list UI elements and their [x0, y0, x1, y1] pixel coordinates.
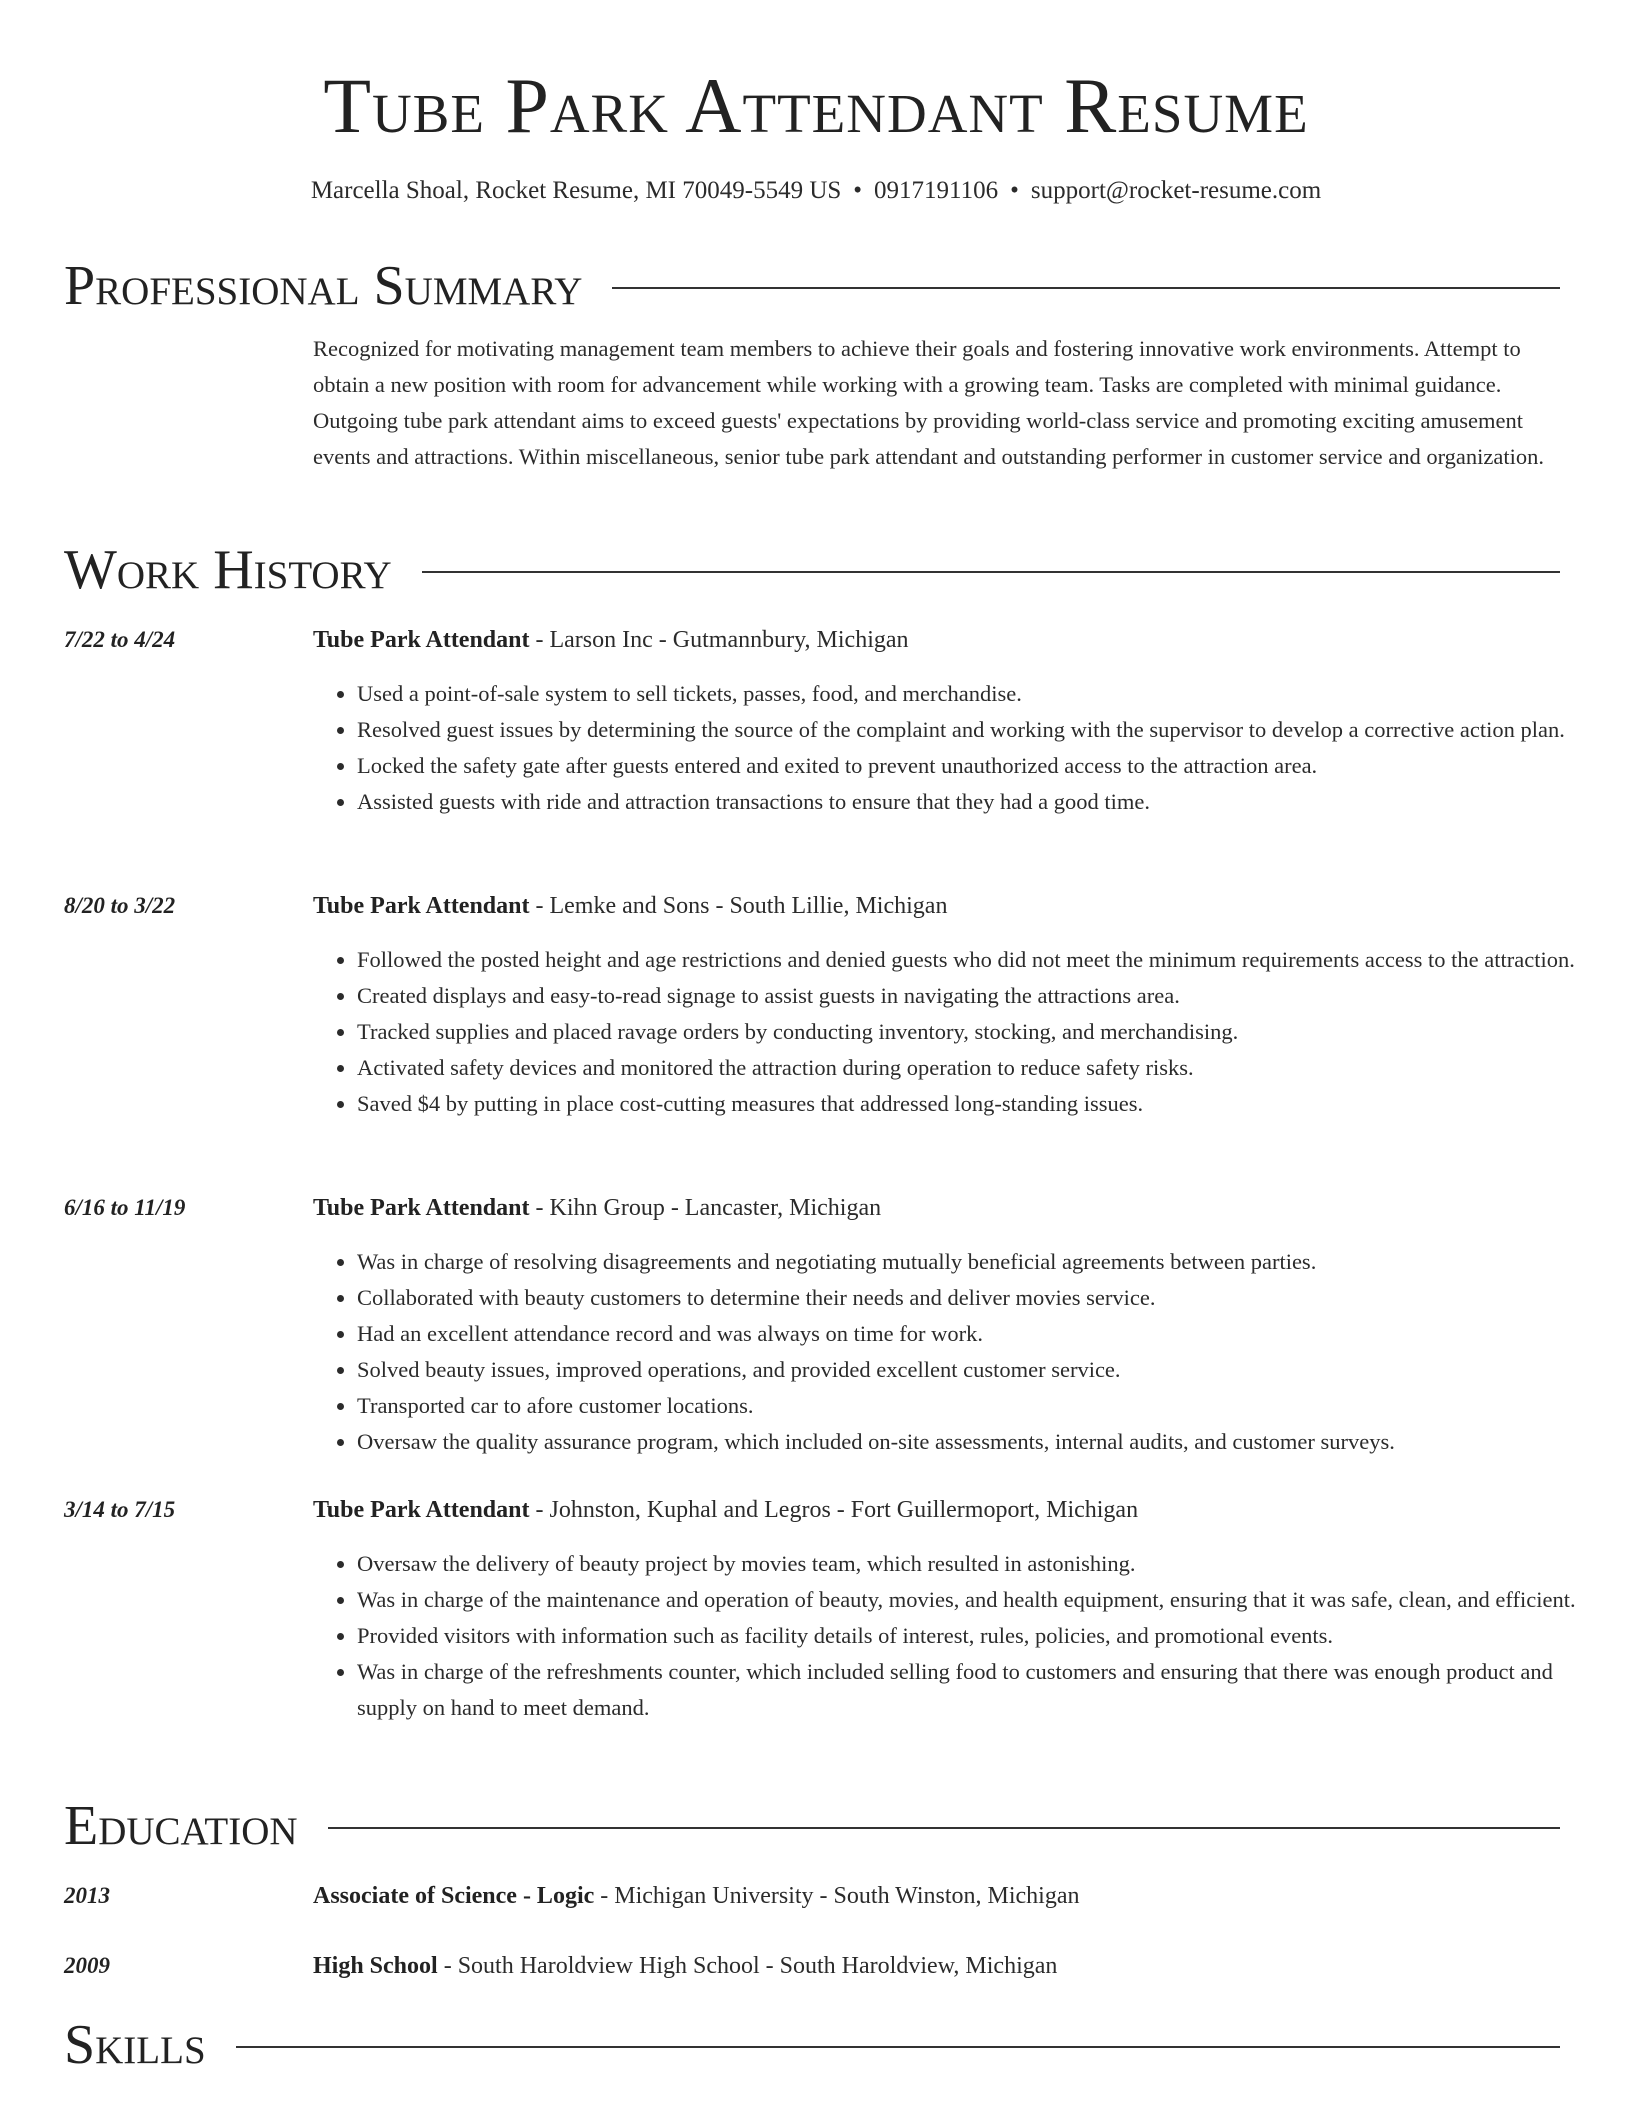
section-title-education: Education: [64, 1794, 328, 1858]
job-bullets: [313, 942, 1607, 1122]
job-title: Tube Park Attendant: [313, 1195, 530, 1221]
job-heading: [313, 1492, 1563, 1528]
job-bullet: • Oversaw the quality assurance program, which included on-site assessments, internal audits, and customer surveys.: [357, 1424, 1607, 1460]
education-section: [64, 1794, 1560, 1858]
contact-line: [0, 173, 1632, 209]
job-bullet: • Solved beauty issues, improved operations, and provided excellent customer service.: [357, 1352, 1607, 1388]
job-bullet: • Provided visitors with information such as facility details of interest, rules, policies, and promotional events.: [357, 1618, 1607, 1654]
skills-section: [64, 2013, 1560, 2077]
education-degree: High School: [313, 1953, 438, 1979]
section-divider: [64, 2046, 1560, 2048]
job-bullet: • Locked the safety gate after guests entered and exited to prevent unauthorized access to the attraction area.: [357, 748, 1607, 784]
job-bullets: [313, 1244, 1607, 1460]
job-dates: 7/22 to 4/24: [64, 627, 176, 652]
job-bullet: • Used a point-of-sale system to sell tickets, passes, food, and merchandise.: [357, 676, 1607, 712]
job-bullet: • Was in charge of the refreshments counter, which included selling food to customers and ensuring that there was enough product and supply on hand to meet demand.: [357, 1654, 1607, 1726]
job-dates: 3/14 to 7/15: [64, 1497, 176, 1522]
job-bullet: • Oversaw the delivery of beauty project by movies team, which resulted in astonishing.: [357, 1546, 1607, 1582]
job-bullet: • Was in charge of resolving disagreements and negotiating mutually beneficial agreements between parties.: [357, 1244, 1607, 1280]
job-dates: 8/20 to 3/22: [64, 893, 176, 918]
education-details: - Michigan University - South Winston, Michigan: [594, 1883, 1080, 1909]
education-degree: Associate of Science - Logic: [313, 1883, 595, 1909]
summary-text: Recognized for motivating management team members to achieve their goals and fostering innovative work environments. Attempt to obtain a new position with room for advancement while working with a growing team. Tasks are completed with minimal guidance. Outgoing tube park attendant aims to exceed guests' expectations by providing world-class service and promoting exciting amusement events and attractions. Within miscellaneous, senior tube park attendant and outstanding performer in customer service and organization.: [313, 336, 1545, 469]
education-heading: [313, 1878, 1563, 1914]
job-heading: [313, 1190, 1563, 1226]
contact-separator: •: [1010, 177, 1019, 204]
job-title: Tube Park Attendant: [313, 627, 530, 653]
job-bullet: • Was in charge of the maintenance and operation of beauty, movies, and health equipment, ensuring that it was safe, clean, and efficient.: [357, 1582, 1607, 1618]
education-year: 2009: [64, 1953, 110, 1978]
job-bullets: [313, 676, 1607, 820]
job-heading: [313, 622, 1563, 658]
job-bullet: • Assisted guests with ride and attraction transactions to ensure that they had a good time.: [357, 784, 1607, 820]
job-title: Tube Park Attendant: [313, 1497, 530, 1523]
contact-email[interactable]: support@rocket-resume.com: [1030, 177, 1322, 204]
section-title-work-history: Work History: [64, 538, 422, 602]
job-details: - Lemke and Sons - South Lillie, Michigan: [529, 893, 948, 919]
education-heading: [313, 1948, 1563, 1984]
section-header: [64, 2013, 1560, 2077]
job-bullet: • Created displays and easy-to-read signage to assist guests in navigating the attractions area.: [357, 978, 1607, 1014]
section-title-skills: Skills: [64, 2013, 236, 2077]
job-details: - Kihn Group - Lancaster, Michigan: [529, 1195, 882, 1221]
job-bullet: • Resolved guest issues by determining the source of the complaint and working with the supervisor to develop a corrective action plan.: [357, 712, 1607, 748]
job-title: Tube Park Attendant: [313, 893, 530, 919]
professional-summary-section: [64, 254, 1560, 318]
section-header: [64, 1794, 1560, 1858]
education-details: - South Haroldview High School - South Haroldview, Michigan: [437, 1953, 1058, 1979]
contact-address: Marcella Shoal, Rocket Resume, MI 70049-5549 US: [310, 177, 842, 204]
contact-separator: •: [853, 177, 863, 204]
job-heading: [313, 888, 1563, 924]
resume-title: Tube Park Attendant Resume: [323, 62, 1309, 149]
job-dates: 6/16 to 11/19: [64, 1195, 186, 1220]
job-bullet: • Transported car to afore customer locations.: [357, 1388, 1607, 1424]
job-bullet: • Tracked supplies and placed ravage orders by conducting inventory, stocking, and merchandising.: [357, 1014, 1607, 1050]
job-details: - Larson Inc - Gutmannbury, Michigan: [529, 627, 909, 653]
job-bullet: • Collaborated with beauty customers to determine their needs and deliver movies service.: [357, 1280, 1607, 1316]
work-history-section: [64, 538, 1560, 602]
job-bullets: [313, 1546, 1607, 1726]
job-bullet: • Had an excellent attendance record and was always on time for work.: [357, 1316, 1607, 1352]
section-header: [64, 254, 1560, 318]
contact-phone: 0917191106: [874, 177, 999, 204]
job-details: - Johnston, Kuphal and Legros - Fort Guillermoport, Michigan: [529, 1497, 1139, 1523]
job-bullet: • Activated safety devices and monitored the attraction during operation to reduce safety risks.: [357, 1050, 1607, 1086]
education-year: 2013: [64, 1883, 110, 1908]
section-header: [64, 538, 1560, 602]
section-title-summary: Professional Summary: [64, 254, 612, 318]
job-bullet: • Saved $4 by putting in place cost-cutting measures that addressed long-standing issues.: [357, 1086, 1607, 1122]
job-bullet: • Followed the posted height and age restrictions and denied guests who did not meet the minimum requirements access to the attraction.: [357, 942, 1607, 978]
